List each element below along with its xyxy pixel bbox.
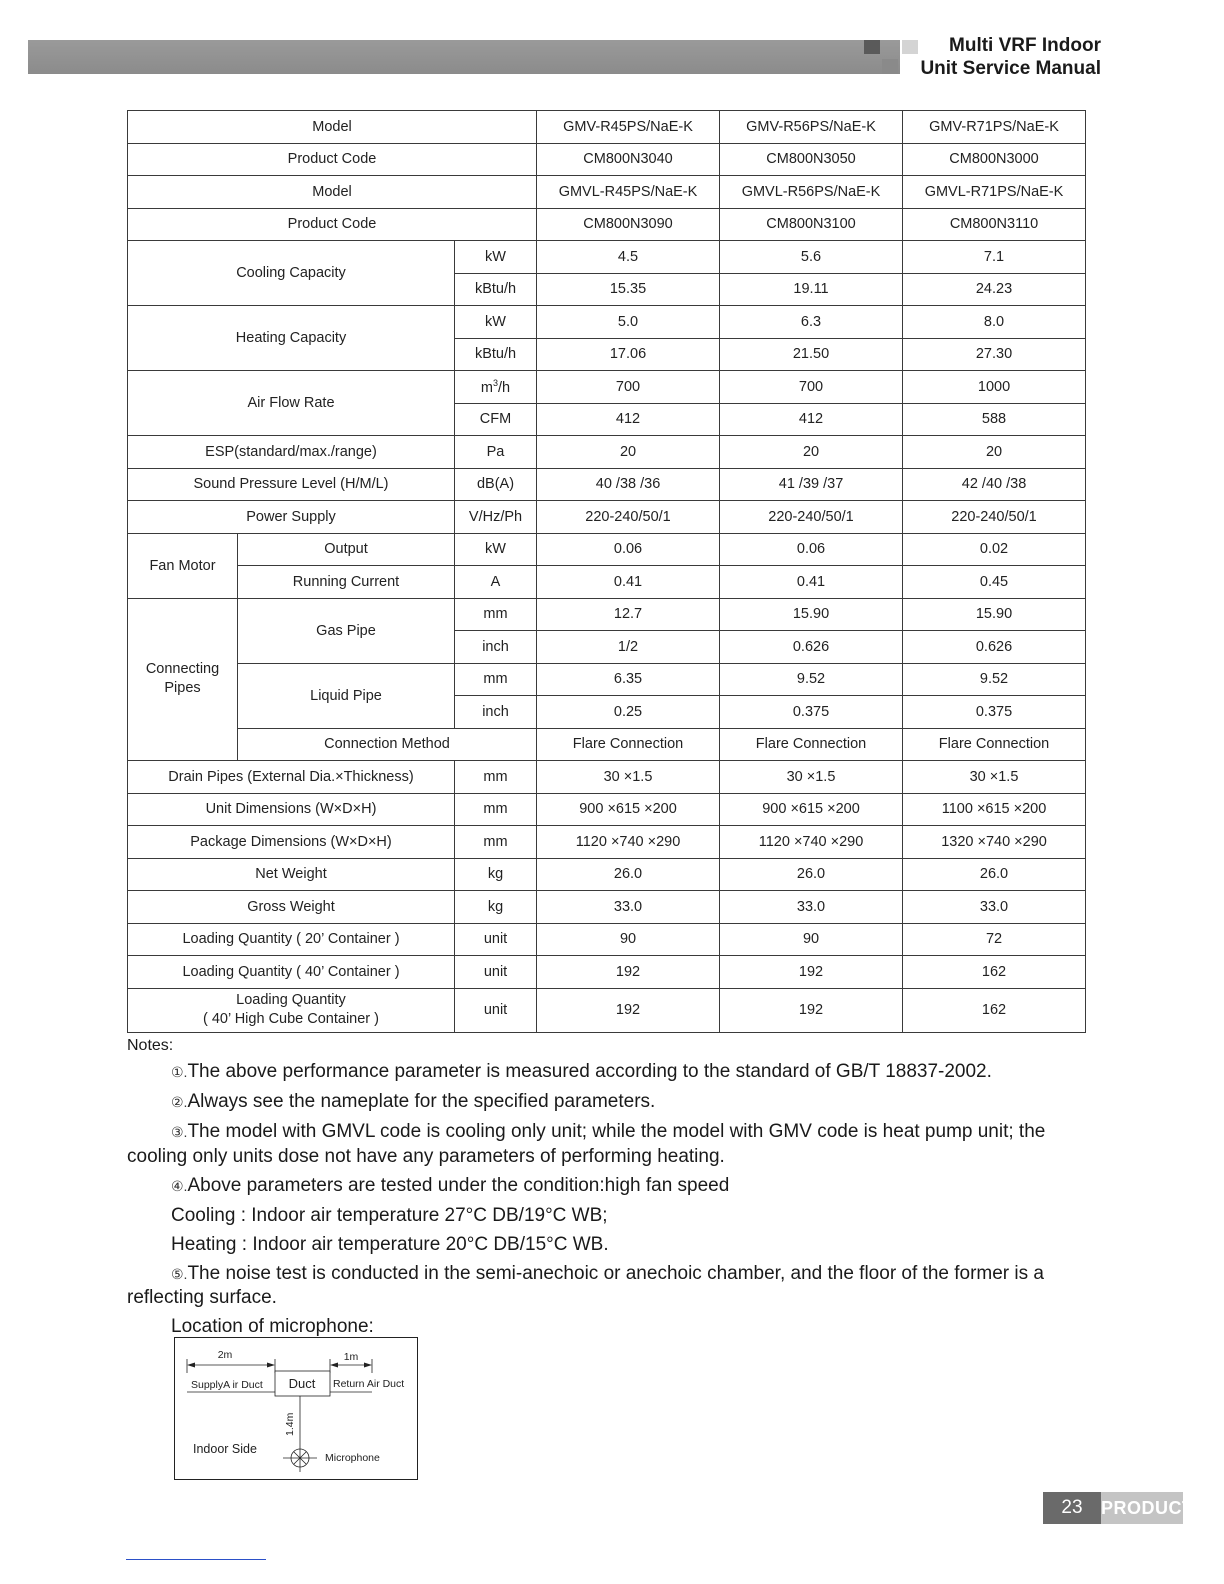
- cell: Flare Connection: [903, 728, 1086, 761]
- note-marker: ②.: [171, 1094, 188, 1110]
- microphone-diagram: [174, 1337, 418, 1480]
- table-row: [128, 826, 1086, 859]
- cell: 700: [537, 371, 720, 404]
- cell: 41 /39 /37: [720, 468, 903, 501]
- unit-base: m: [480, 379, 493, 396]
- return-duct-label: Return Air Duct: [333, 1378, 405, 1390]
- table-row: [128, 598, 1086, 631]
- cell: 8.0: [903, 306, 1086, 339]
- cell: GMV-R45PS/NaE-K: [537, 111, 720, 144]
- manual-title-line1: Multi VRF Indoor: [949, 35, 1101, 56]
- sub-label: Connection Method: [238, 728, 537, 761]
- table-row: [128, 566, 1086, 599]
- unit-cell: mm: [455, 826, 537, 859]
- row-label: Gross Weight: [128, 891, 455, 924]
- unit-cell: kW: [455, 533, 537, 566]
- table-row: [128, 501, 1086, 534]
- cell: 192: [720, 956, 903, 989]
- duct-label: Duct: [288, 1376, 316, 1391]
- cell: GMV-R71PS/NaE-K: [903, 111, 1086, 144]
- notes-label: Notes:: [127, 1037, 174, 1054]
- note-2: [127, 1090, 1085, 1115]
- cell: 0.375: [720, 696, 903, 729]
- row-label-line1: Loading Quantity: [236, 992, 346, 1008]
- cell: 30 ×1.5: [903, 761, 1086, 794]
- row-label: Drain Pipes (External Dia.×Thickness): [128, 761, 455, 794]
- cell: 0.45: [903, 566, 1086, 599]
- table-row: [128, 988, 1086, 1032]
- cell: 6.3: [720, 306, 903, 339]
- note-marker: ③.: [171, 1124, 188, 1140]
- row-label: [128, 598, 238, 761]
- note-cooling-condition: Cooling : Indoor air temperature 27°C DB/19°C WB;: [171, 1204, 608, 1226]
- note-1: [127, 1060, 1085, 1085]
- cell: 1000: [903, 371, 1086, 404]
- cell: 26.0: [720, 858, 903, 891]
- model-label: Model: [128, 176, 537, 209]
- cell: 21.50: [720, 338, 903, 371]
- unit-cell: kW: [455, 241, 537, 274]
- cell: CM800N3000: [903, 143, 1086, 176]
- footer-rule: [126, 1559, 266, 1560]
- row-label: Heating Capacity: [128, 306, 455, 371]
- note-4: [127, 1174, 1085, 1199]
- unit-tail: /h: [498, 379, 511, 396]
- unit-cell: kg: [455, 891, 537, 924]
- product-code-label: Product Code: [128, 143, 537, 176]
- cell: 5.0: [537, 306, 720, 339]
- cell: CM800N3090: [537, 208, 720, 241]
- table-row: [128, 956, 1086, 989]
- unit-cell: mm: [455, 761, 537, 794]
- unit-cell: CFM: [455, 403, 537, 436]
- model-label: Model: [128, 111, 537, 144]
- table-row: [128, 208, 1086, 241]
- cell: 0.02: [903, 533, 1086, 566]
- row-label: [128, 988, 455, 1032]
- note-marker: ④.: [171, 1177, 188, 1194]
- cell: 20: [537, 436, 720, 469]
- cell: 220-240/50/1: [720, 501, 903, 534]
- row-label: Package Dimensions (W×D×H): [128, 826, 455, 859]
- note-marker: ①.: [171, 1064, 188, 1080]
- row-label: Cooling Capacity: [128, 241, 455, 306]
- unit-cell: inch: [455, 696, 537, 729]
- cell: 33.0: [903, 891, 1086, 924]
- dim-right-label: 1m: [343, 1351, 359, 1363]
- cell: 5.6: [720, 241, 903, 274]
- note-marker: ⑤.: [171, 1265, 188, 1282]
- cell: 17.06: [537, 338, 720, 371]
- table-row: [128, 371, 1086, 404]
- cell: 900 ×615 ×200: [537, 793, 720, 826]
- cell: 192: [720, 988, 903, 1032]
- unit-cell: kBtu/h: [455, 338, 537, 371]
- table-row: [128, 923, 1086, 956]
- cell: 588: [903, 403, 1086, 436]
- cell: Flare Connection: [537, 728, 720, 761]
- row-label: Unit Dimensions (W×D×H): [128, 793, 455, 826]
- cell: CM800N3110: [903, 208, 1086, 241]
- sub-label: Liquid Pipe: [238, 663, 455, 728]
- header-bar: [28, 40, 900, 74]
- note-text: The noise test is conducted in the semi-anechoic or anechoic chamber, and the floor of the former is a reflecting surface.: [127, 1262, 1044, 1308]
- row-label: Sound Pressure Level (H/M/L): [128, 468, 455, 501]
- cell: 30 ×1.5: [537, 761, 720, 794]
- cell: 0.375: [903, 696, 1086, 729]
- table-row: [128, 176, 1086, 209]
- notes: [127, 1060, 1085, 1344]
- microphone-label: Microphone: [325, 1452, 380, 1464]
- cell: CM800N3040: [537, 143, 720, 176]
- cell: CM800N3050: [720, 143, 903, 176]
- table-row: [128, 728, 1086, 761]
- cell: 0.06: [720, 533, 903, 566]
- table-row: [128, 436, 1086, 469]
- unit-cell: kW: [455, 306, 537, 339]
- connecting-pipes-label: Connecting Pipes: [145, 661, 220, 697]
- table-row: [128, 468, 1086, 501]
- cell: 1120 ×740 ×290: [537, 826, 720, 859]
- header-square-mid: [882, 59, 898, 74]
- microphone-diagram-svg: [174, 1337, 418, 1480]
- unit-cell: V/Hz/Ph: [455, 501, 537, 534]
- row-label: Air Flow Rate: [128, 371, 455, 436]
- cell: 0.626: [903, 631, 1086, 664]
- cell: 90: [720, 923, 903, 956]
- cell: CM800N3100: [720, 208, 903, 241]
- cell: 20: [720, 436, 903, 469]
- unit-cell: kBtu/h: [455, 273, 537, 306]
- cell: 15.90: [903, 598, 1086, 631]
- cell: 220-240/50/1: [903, 501, 1086, 534]
- note-3: [127, 1120, 1085, 1168]
- sub-label: Gas Pipe: [238, 598, 455, 663]
- cell: 0.06: [537, 533, 720, 566]
- cell: 0.41: [537, 566, 720, 599]
- cell: 4.5: [537, 241, 720, 274]
- cell: 72: [903, 923, 1086, 956]
- row-label: Loading Quantity ( 40’ Container ): [128, 956, 455, 989]
- header-square-dark: [864, 40, 880, 54]
- cell: 40 /38 /36: [537, 468, 720, 501]
- sub-label: Output: [238, 533, 455, 566]
- cell: 15.35: [537, 273, 720, 306]
- cell: 90: [537, 923, 720, 956]
- unit-cell: kg: [455, 858, 537, 891]
- row-label: Power Supply: [128, 501, 455, 534]
- table-row: [128, 858, 1086, 891]
- cell: 900 ×615 ×200: [720, 793, 903, 826]
- sub-label: Running Current: [238, 566, 455, 599]
- cell: 20: [903, 436, 1086, 469]
- table-row: [128, 533, 1086, 566]
- cell: GMVL-R71PS/NaE-K: [903, 176, 1086, 209]
- cell: 412: [720, 403, 903, 436]
- row-label-line2: ( 40’ High Cube Container ): [203, 1011, 379, 1027]
- cell: 162: [903, 956, 1086, 989]
- indoor-side-label: Indoor Side: [193, 1442, 257, 1456]
- note-text: Always see the nameplate for the specified parameters.: [187, 1091, 656, 1112]
- cell: 1/2: [537, 631, 720, 664]
- unit-cell: mm: [455, 793, 537, 826]
- spec-table: [127, 110, 1086, 1033]
- table-row: [128, 241, 1086, 274]
- cell: GMVL-R56PS/NaE-K: [720, 176, 903, 209]
- cell: 0.25: [537, 696, 720, 729]
- cell: 42 /40 /38: [903, 468, 1086, 501]
- unit-cell: mm: [455, 598, 537, 631]
- table-row: [128, 891, 1086, 924]
- unit-cell: Pa: [455, 436, 537, 469]
- unit-cell: mm: [455, 663, 537, 696]
- cell: 0.626: [720, 631, 903, 664]
- cell: 1120 ×740 ×290: [720, 826, 903, 859]
- cell: 30 ×1.5: [720, 761, 903, 794]
- cell: 162: [903, 988, 1086, 1032]
- unit-cell: unit: [455, 956, 537, 989]
- unit-cell: A: [455, 566, 537, 599]
- cell: 1320 ×740 ×290: [903, 826, 1086, 859]
- table-row: [128, 306, 1086, 339]
- cell: 12.7: [537, 598, 720, 631]
- cell: 19.11: [720, 273, 903, 306]
- table-row: [128, 143, 1086, 176]
- page-number: 23: [1043, 1492, 1101, 1524]
- cell: 33.0: [720, 891, 903, 924]
- header-square-light: [902, 40, 918, 54]
- note-text: Above parameters are tested under the condition:high fan speed: [187, 1174, 730, 1196]
- supply-duct-label: SupplyA ir Duct: [191, 1379, 263, 1391]
- note-5: [127, 1262, 1085, 1310]
- cell: Flare Connection: [720, 728, 903, 761]
- note-text: The model with GMVL code is cooling only unit; while the model with GMV code is heat pump unit; the cooling only units dose not have any parameters of performing heating.: [127, 1121, 1046, 1167]
- cell: GMVL-R45PS/NaE-K: [537, 176, 720, 209]
- cell: 412: [537, 403, 720, 436]
- cell: 6.35: [537, 663, 720, 696]
- product-code-label: Product Code: [128, 208, 537, 241]
- cell: 7.1: [903, 241, 1086, 274]
- cell: 27.30: [903, 338, 1086, 371]
- height-label: 1.4m: [284, 1412, 296, 1436]
- cell: 26.0: [903, 858, 1086, 891]
- cell: 24.23: [903, 273, 1086, 306]
- section-tag: PRODUCT: [1101, 1492, 1183, 1524]
- cell: GMV-R56PS/NaE-K: [720, 111, 903, 144]
- row-label: ESP(standard/max./range): [128, 436, 455, 469]
- cell: 9.52: [720, 663, 903, 696]
- table-row: [128, 761, 1086, 794]
- dim-left-label: 2m: [217, 1349, 233, 1361]
- cell: 700: [720, 371, 903, 404]
- unit-cell: dB(A): [455, 468, 537, 501]
- unit-cell: unit: [455, 923, 537, 956]
- cell: 9.52: [903, 663, 1086, 696]
- cell: 1100 ×615 ×200: [903, 793, 1086, 826]
- cell: 220-240/50/1: [537, 501, 720, 534]
- table-row: [128, 663, 1086, 696]
- unit-cell: unit: [455, 988, 537, 1032]
- unit-cell: [455, 371, 537, 404]
- row-label: Loading Quantity ( 20’ Container ): [128, 923, 455, 956]
- manual-title-line2: Unit Service Manual: [920, 58, 1101, 79]
- cell: 192: [537, 956, 720, 989]
- manual-title: [920, 34, 1101, 80]
- row-label: Fan Motor: [128, 533, 238, 598]
- table-row: [128, 793, 1086, 826]
- row-label: Net Weight: [128, 858, 455, 891]
- cell: 26.0: [537, 858, 720, 891]
- unit-cell: inch: [455, 631, 537, 664]
- cell: 0.41: [720, 566, 903, 599]
- cell: 33.0: [537, 891, 720, 924]
- unit-sup: 3: [493, 377, 499, 388]
- table-row: [128, 111, 1086, 144]
- cell: 15.90: [720, 598, 903, 631]
- note-microphone-location: Location of microphone:: [171, 1316, 374, 1337]
- note-text: The above performance parameter is measured according to the standard of GB/T 18837-2002.: [187, 1061, 992, 1082]
- cell: 192: [537, 988, 720, 1032]
- note-heating-condition: Heating : Indoor air temperature 20°C DB/15°C WB.: [171, 1233, 609, 1255]
